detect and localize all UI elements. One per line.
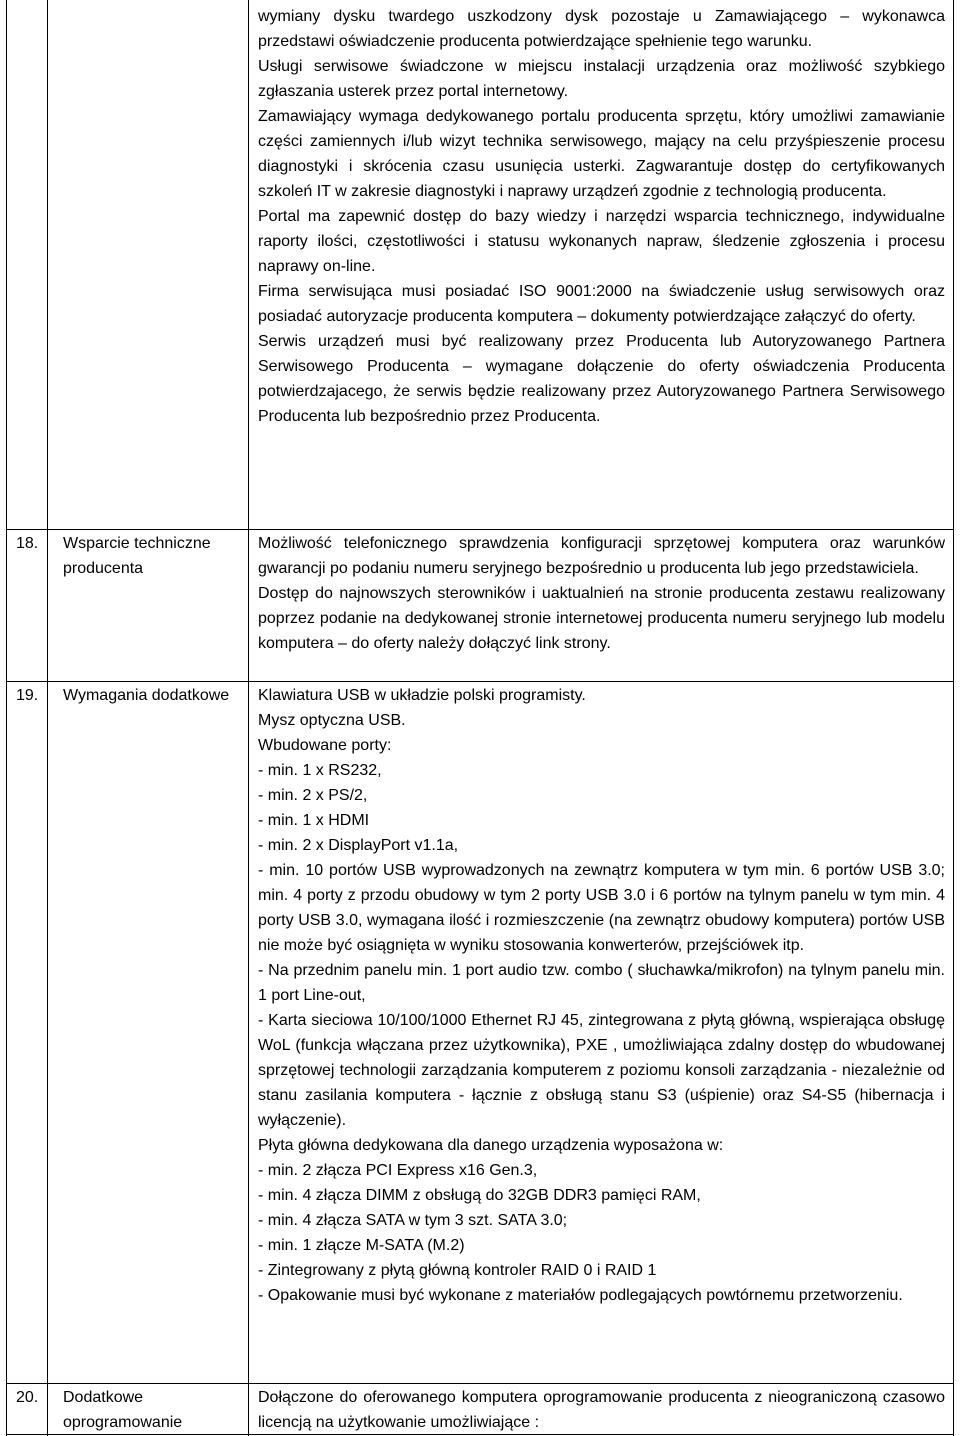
row-18-description	[258, 531, 945, 656]
paragraph: - min. 4 złącza SATA w tym 3 szt. SATA 3.0;	[258, 1212, 568, 1229]
table-border-left	[6, 0, 7, 1436]
paragraph: Klawiatura USB w układzie polski programisty.	[258, 687, 586, 704]
paragraph: Mysz optyczna USB.	[258, 712, 406, 729]
row-20-name: Dodatkowe oprogramowanie	[63, 1389, 183, 1431]
paragraph: Serwis urządzeń musi być realizowany przez Producenta lub Autoryzowanego Partnera Serwisowego Producenta – wymagane dołączenie do oferty oświadczenia Producenta potwierdzajacego, że serwis będzie realizowany przez Autoryzowanego Partnera Serwisowego Producenta lub bezpośrednio przez Producenta.	[258, 333, 945, 425]
table-border-right	[953, 0, 954, 1436]
paragraph: Usługi serwisowe świadczone w miejscu instalacji urządzenia oraz możliwość szybkiego zgłaszania usterek przez portal internetowy.	[258, 58, 945, 100]
paragraph: Wbudowane porty:	[258, 737, 392, 754]
paragraph: - min. 2 złącza PCI Express x16 Gen.3,	[258, 1162, 538, 1179]
row-19-number: 19.	[16, 687, 39, 704]
paragraph: - Zintegrowany z płytą główną kontroler RAID 0 i RAID 1	[258, 1262, 657, 1279]
row-separator-20	[6, 1383, 954, 1384]
paragraph: Firma serwisująca musi posiadać ISO 9001:2000 na świadczenie usług serwisowych oraz posiadać autoryzacje producenta komputera – dokumenty potwierdzające załączyć do oferty.	[258, 283, 945, 325]
row-19-description	[258, 683, 945, 1308]
spec-table	[6, 0, 954, 1436]
row-20-number: 20.	[16, 1389, 39, 1406]
paragraph: - min. 10 portów USB wyprowadzonych na zewnątrz komputera w tym min. 6 portów USB 3.0; min. 4 porty z przodu obudowy w tym 2 porty USB 3.0 i 6 portów na tylnym panelu w tym min. 4 porty USB 3.0, wymagana ilość i rozmieszczenie (na zewnątrz obudowy komputera) portów USB nie może być osiągnięta w wyniku stosowania konwerterów, przejściówek itp.	[258, 862, 945, 954]
paragraph: Płyta główna dedykowana dla danego urządzenia wyposażona w:	[258, 1137, 724, 1154]
paragraph: Możliwość telefonicznego sprawdzenia konfiguracji sprzętowej komputera oraz warunków gwarancji po podaniu numeru seryjnego bezpośrednio u producenta lub jego przedstawiciela.	[258, 535, 945, 577]
paragraph: Zamawiający wymaga dedykowanego portalu producenta sprzętu, który umożliwi zamawianie części zamiennych i/lub wizyt technika serwisowego, mający na celu przyśpieszenie procesu diagnostyki i skrócenia czasu usunięcia usterki. Zagwarantuje dostęp do certyfikowanych szkoleń IT w zakresie diagnostyki i naprawy urządzeń zgodnie z technologią producenta.	[258, 108, 945, 200]
paragraph: Dostęp do najnowszych sterowników i uaktualnień na stronie producenta zestawu realizowany poprzez podanie na dedykowanej stronie internetowej producenta numeru seryjnego lub modelu komputera – do oferty należy dołączyć link strony.	[258, 585, 945, 652]
paragraph: - min. 4 złącza DIMM z obsługą do 32GB DDR3 pamięci RAM,	[258, 1187, 701, 1204]
row-separator-18	[6, 529, 954, 530]
paragraph: - min. 1 złącze M-SATA (M.2)	[258, 1237, 465, 1254]
paragraph: - Na przednim panelu min. 1 port audio tzw. combo ( słuchawka/mikrofon) na tylnym panelu min. 1 port Line-out,	[258, 962, 945, 1004]
row-19-name: Wymagania dodatkowe	[63, 687, 230, 704]
paragraph: Portal ma zapewnić dostęp do bazy wiedzy i narzędzi wsparcia technicznego, indywidualne raporty ilości, częstotliwości i statusu wykonanych napraw, śledzenie zgłoszenia i procesu naprawy on-line.	[258, 208, 945, 275]
row-18-number: 18.	[16, 535, 39, 552]
paragraph: wymiany dysku twardego uszkodzony dysk pozostaje u Zamawiającego – wykonawca przedstawi oświadczenie producenta potwierdzające spełnienie tego warunku.	[258, 8, 945, 50]
paragraph: - min. 1 x RS232,	[258, 762, 382, 779]
table-divider-name	[248, 0, 249, 1436]
paragraph: - Opakowanie musi być wykonane z materiałów podlegających powtórnemu przetworzeniu.	[258, 1287, 903, 1304]
table-divider-number	[47, 0, 48, 1436]
row-17-description	[258, 4, 945, 429]
row-20-description	[258, 1385, 945, 1435]
paragraph: - min. 1 x HDMI	[258, 812, 370, 829]
row-18-name: Wsparcie techniczne producenta	[63, 535, 211, 577]
paragraph: - Karta sieciowa 10/100/1000 Ethernet RJ 45, zintegrowana z płytą główną, wspierająca obsługę WoL (funkcja włączana przez użytkownika), PXE , umożliwiająca zdalny dostęp do wbudowanej sprzętowej technologii zarządzania komputerem z poziomu konsoli zarządzania - niezależnie od stanu zasilania komputera - łącznie z obsługą stanu S3 (uśpienie) oraz S4-S5 (hibernacja i wyłączenie).	[258, 1012, 945, 1129]
row-separator-19	[6, 681, 954, 682]
paragraph: - min. 2 x PS/2,	[258, 787, 368, 804]
paragraph: Dołączone do oferowanego komputera oprogramowanie producenta z nieograniczoną czasowo licencją na użytkowanie umożliwiające :	[258, 1389, 945, 1431]
paragraph: - min. 2 x DisplayPort v1.1a,	[258, 837, 459, 854]
